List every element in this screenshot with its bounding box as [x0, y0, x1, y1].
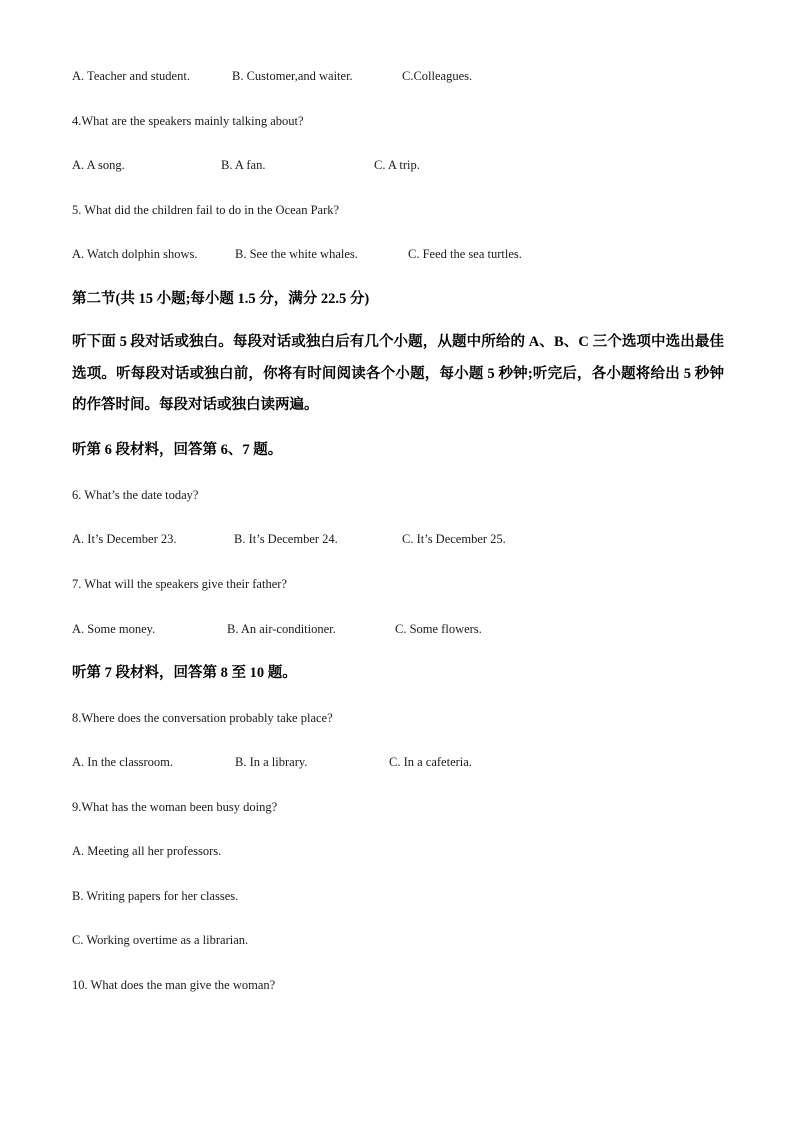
- section2-heading: 第二节(共 15 小题;每小题 1.5 分，满分 22.5 分): [72, 291, 370, 307]
- q7-option-b: B. An air-conditioner.: [227, 622, 336, 636]
- q6-question: 6. What’s the date today?: [72, 488, 199, 502]
- q9-option-a: A. Meeting all her professors.: [72, 844, 222, 858]
- q3-option-b: B. Customer,and waiter.: [232, 69, 353, 83]
- q7-question: 7. What will the speakers give their father?: [72, 577, 287, 591]
- q7-option-c: C. Some flowers.: [395, 622, 482, 636]
- q4-option-b: B. A fan.: [221, 158, 266, 172]
- q5-option-b: B. See the white whales.: [235, 247, 358, 261]
- q10-question: 10. What does the man give the woman?: [72, 978, 276, 992]
- q9-option-c: C. Working overtime as a librarian.: [72, 933, 249, 947]
- q4-option-a: A. A song.: [72, 158, 125, 172]
- q5-option-a: A. Watch dolphin shows.: [72, 247, 198, 261]
- q4-option-c: C. A trip.: [374, 158, 420, 172]
- q5-option-c: C. Feed the sea turtles.: [408, 247, 522, 261]
- q6-option-a: A. It’s December 23.: [72, 532, 177, 546]
- q9-question: 9.What has the woman been busy doing?: [72, 800, 278, 814]
- q3-option-c: C.Colleagues.: [402, 69, 473, 83]
- passage6-heading: 听第 6 段材料，回答第 6、7 题。: [72, 442, 283, 458]
- passage7-heading: 听第 7 段材料，回答第 8 至 10 题。: [72, 665, 297, 681]
- q4-question: 4.What are the speakers mainly talking about?: [72, 114, 304, 128]
- q8-option-c: C. In a cafeteria.: [389, 755, 472, 769]
- q3-option-a: A. Teacher and student.: [72, 69, 190, 83]
- q6-option-c: C. It’s December 25.: [402, 532, 506, 546]
- q8-option-a: A. In the classroom.: [72, 755, 174, 769]
- q5-question: 5. What did the children fail to do in the Ocean Park?: [72, 203, 340, 217]
- q8-question: 8.Where does the conversation probably take place?: [72, 711, 333, 725]
- q8-option-b: B. In a library.: [235, 755, 308, 769]
- q7-option-a: A. Some money.: [72, 622, 156, 636]
- q6-option-b: B. It’s December 24.: [234, 532, 338, 546]
- section2-instructions: 听下面 5 段对话或独白。每段对话或独白后有几个小题，从题中所给的 A、B、C 三个选项中选出最佳选项。听每段对话或独白前，你将有时间阅读各个小题，每小题 5 秒钟;听完后，各小题将给出 5 秒钟的作答时间。每段对话或独白读两遍。: [72, 334, 724, 413]
- q9-option-b: B. Writing papers for her classes.: [72, 889, 239, 903]
